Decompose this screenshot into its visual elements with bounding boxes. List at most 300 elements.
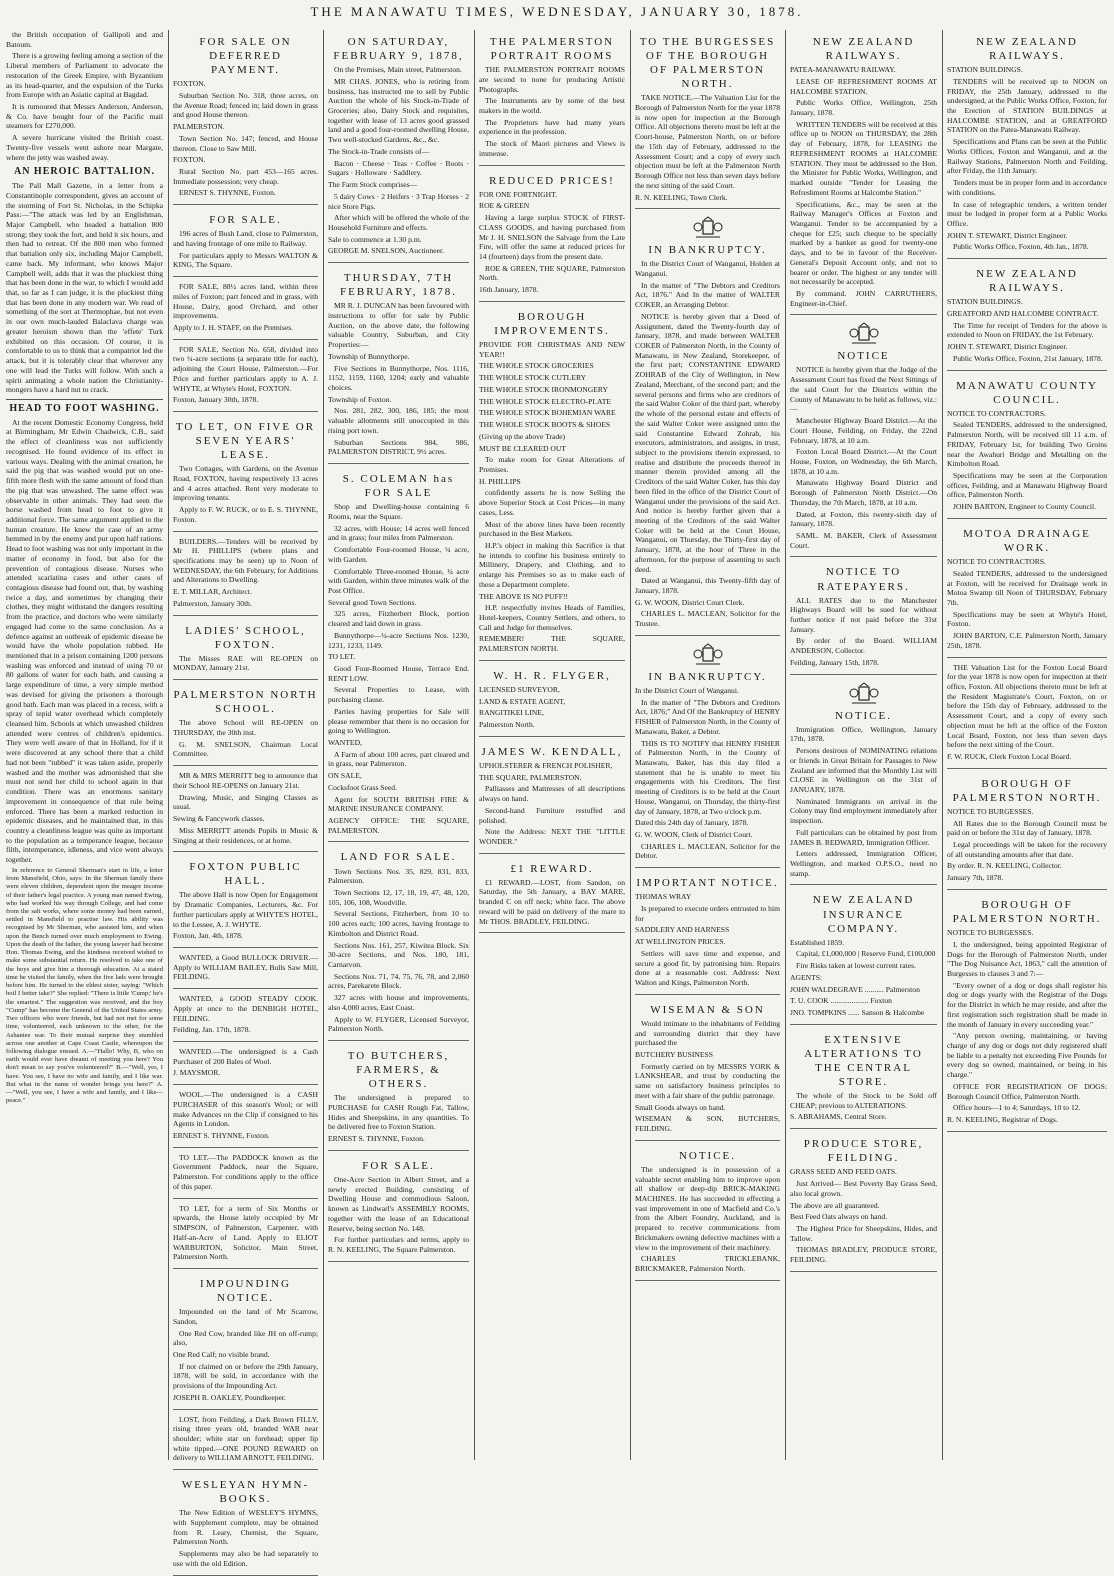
advertisement	[173, 951, 318, 989]
ad-line: GREATFORD AND HALCOMBE CONTRACT.	[947, 308, 1099, 318]
advertisement	[173, 1413, 318, 1471]
ad-line: Letters addressed, Immigration Officer, Wellington, and marked O.P.S.O., need no stamp.	[790, 849, 937, 878]
ad-line: G. W. WOON, District Court Clerk.	[635, 597, 745, 607]
advertisement	[328, 266, 469, 464]
ad-line: BUILDERS.—Tenders will be received by Mr H. PHILLIPS (where plans and specifications may be seen) up to Noon of WEDNESDAY, the 6th February, for Additions and Alterations to Dwelling.	[173, 536, 318, 585]
ad-line: Township of Foxton.	[328, 394, 392, 404]
ad-title: TO LET, ON FIVE OR SEVEN YEARS' LEASE.	[175, 421, 316, 462]
ad-line: The Stock-in-Trade consists of—	[328, 146, 430, 156]
ad-line: NOTICE TO BURGESSES.	[947, 806, 1034, 816]
ad-line: The above Hall is now Open for Engagement by Dramatic Companies, Lecturers, &c. For further particulars apply at WHYTE'S HOTEL, to the Lessee, A. J. WHYTE.	[173, 890, 318, 929]
ad-line: THOMAS WRAY	[635, 892, 692, 902]
ad-line: Small Goods always on hand.	[635, 1102, 726, 1112]
ad-line: Suburban Sections 984, 986, PALMERSTON DISTRICT, 9½ acres.	[328, 437, 469, 457]
coat-of-arms-icon	[847, 682, 881, 706]
ad-line: J. MAYSMOR.	[173, 1068, 221, 1078]
ad-line: 32 acres, with House; 14 acres well fenced and in grass; four miles from Palmerston.	[328, 523, 469, 543]
advertisement	[173, 619, 318, 681]
ad-title: NOTICE.	[834, 709, 893, 722]
ad-title: BOROUGH OF PALMERSTON NORTH.	[952, 898, 1102, 925]
ad-title: FOR SALE ON DEFERRED PAYMENT.	[199, 36, 292, 77]
ad-line: 325 acres, Fitzherbert Block, portion cleared and laid down in grass.	[328, 609, 469, 629]
ad-line: LOST, from Feilding, a Dark Brown FILLY, rising three years old, branded WAR near shoulder; white star on forehead; upper lip white tipped.—ONE POUND REWARD on delivery to WILLIAM ARNOTT, FEILDING.	[173, 1414, 318, 1463]
ad-line: Established 1859.	[790, 937, 844, 947]
advertisement	[947, 262, 1107, 370]
ad-line: Most of the above lines have been recently purchased in the Best Markets.	[479, 519, 625, 539]
column-rule	[474, 30, 475, 1460]
ad-line: NOTICE TO CONTRACTORS.	[947, 557, 1046, 567]
ad-line: Parties having properties for Sale will please remember that there is no occasion for going to Wellington.	[328, 706, 469, 736]
column-rule	[942, 30, 943, 1460]
ad-line: ALL RATES due to the Manchester Highways Board will be sued for without further notice if not paid before the 31st January.	[790, 595, 937, 634]
ad-line: JOHN T. STEWART, District Engineer.	[947, 342, 1068, 352]
advertisement	[173, 415, 318, 532]
ad-title: FOR SALE.	[362, 1159, 435, 1172]
column-news	[6, 30, 163, 1460]
ad-line: Just Arrived— Best Poverty Bay Grass Seed, also local grown.	[790, 1179, 937, 1198]
ad-line: Sealed TENDERS, addressed to the undersigned at Foxton, will be received for Drainage work in Motoa Swamp till Noon of THURSDAY, February 7th.	[947, 568, 1107, 607]
ad-line: WOOL.—The undersigned is a CASH PURCHASER of this season's Wool; or will make Advances on the Clip if consigned to his Agents in London.	[173, 1090, 318, 1129]
ad-line: JOHN T. STEWART, District Engineer.	[947, 230, 1068, 240]
ad-signature: ERNEST S. THYNNE, Foxton.	[179, 188, 276, 198]
ad-line: Five Sections in Bunnythorpe, Nos. 1116, 1152, 1159, 1160, 1204; early and valuable choices.	[328, 363, 469, 392]
ad-line: To make room for Great Alterations of Premises.	[479, 455, 625, 474]
ad-line: Manawatu Highway Board District and Borough of Palmerston North District.—On Thursday, the 7th March, 1878, at 10 a.m.	[790, 478, 937, 507]
ad-title: PALMERSTON NORTH SCHOOL.	[173, 689, 318, 716]
ad-title: IN BANKRUPTCY.	[648, 670, 767, 683]
ad-line: F. W. RUCK, Clerk Foxton Local Board.	[947, 752, 1072, 761]
ad-title: LAND FOR SALE.	[340, 851, 457, 864]
ad-line: Having a large surplus STOCK of FIRST-CLASS GOODS, and having purchased from Mr J. H. SNELSON the Salvage from the Late Fire, will offer the same at reduced prices for 14 (fourteen) days from the present date.	[479, 213, 625, 262]
ad-title: NEW ZEALAND INSURANCE COMPANY.	[812, 894, 915, 935]
advertisement	[947, 30, 1107, 259]
ad-line: Palmerston, January 30th.	[173, 598, 252, 608]
ad-line: E. T. MILLAR, Architect.	[173, 587, 252, 597]
advertisement	[173, 683, 318, 766]
ad-line: Persons desirous of NOMINATING relations or friends in Great Britain for Passages to New Zealand are informed that the Monthly List will CLOSE in Wellington on the 31st of JANUARY, 1878.	[790, 746, 937, 794]
ad-line: Full particulars can be obtained by post from JAMES B. REDWARD, Immigration Officer.	[790, 827, 937, 847]
ad-line: Tenders must be in proper form and in accordance with conditions.	[947, 178, 1107, 197]
ad-line: Several Properties to Lease, with purchasing clause.	[328, 685, 469, 705]
ad-title: TO BUTCHERS, FARMERS, & OTHERS.	[347, 1050, 450, 1091]
advertisement	[173, 30, 318, 205]
ad-line: Shop and Dwelling-house containing 6 Rooms, near the Square.	[328, 502, 469, 521]
ad-line: One-Acre Section in Albert Street, and a newly erected Building, consisting of Dwelling House and commodious Saloon, known as Lindwarl's ASSEMBLY ROOMS, together with the lease of an Educational Reserve, being section No. 148.	[328, 1174, 469, 1233]
ad-line: CHARLES L. MACLEAN, Solicitor for the Trustee.	[635, 609, 780, 629]
ad-line: Dated, at Foxton, this twenty-sixth day of January, 1878.	[790, 509, 937, 529]
advertisement	[479, 740, 625, 854]
ad-line: Office hours—1 to 4; Saturdays, 10 to 12.	[953, 1103, 1081, 1113]
ad-line: Town Sections Nos. 35, 829, 831, 833, Palmerston.	[328, 866, 469, 886]
ad-title: W. H. R. FLYGER,	[493, 669, 611, 682]
column-ads-3	[328, 30, 469, 1460]
ad-line: LICENSED SURVEYOR,	[479, 684, 560, 694]
ad-line: The undersigned is prepared to PURCHASE for CASH Rough Fat, Tallow, Hides and Sheepskins, in any quantities. To be delivered free to Foxton Station.	[328, 1093, 469, 1132]
ad-line: The whole of the Stock to be Sold off CHEAP; previous to ALTERATIONS.	[790, 1091, 937, 1110]
news-paragraph: A severe hurricane visited the British coast. Twenty-five vessels went ashore near Margate, where the jetty was washed away.	[6, 133, 163, 162]
advertisement	[328, 467, 469, 842]
advertisement	[328, 1154, 469, 1262]
ad-line: THE SQUARE, PALMERSTON.	[479, 772, 582, 782]
ad-line: The stock of Maori pictures and Views is immense.	[479, 139, 625, 158]
ad-line: Sections Nos. 161, 257, Kiwitea Block. Six 30-acre Sections, and Nos. 180, 181, Carnarvon.	[328, 940, 469, 970]
ad-line: Cocksfoot Grass Seed.	[328, 782, 397, 792]
ad-line: Specifications may be seen at Whyte's Hotel, Foxton.	[947, 609, 1107, 629]
ad-title: S. COLEMAN has FOR SALE	[342, 473, 455, 500]
ad-line: 327 acres with house and improvements, also 4,000 acres, East Coast.	[328, 993, 469, 1012]
advertisement	[790, 1028, 937, 1129]
ad-line: UPHOLSTERER & FRENCH POLISHER,	[479, 760, 613, 770]
ad-line: Second-hand Furniture restuffed and polished.	[479, 805, 625, 825]
ad-title: FOR SALE.	[209, 214, 282, 227]
ad-title: WISEMAN & SON	[650, 1003, 765, 1016]
column-rule	[323, 30, 324, 1460]
column-rule	[785, 30, 786, 1460]
advertisement	[173, 1088, 318, 1148]
ad-line: MUST BE CLEARED OUT	[479, 443, 566, 453]
advertisement	[173, 855, 318, 948]
ad-line: T. U. COOK .................... Foxton	[790, 996, 892, 1006]
ad-line: R. N. KEELING, Registrar of Dogs.	[947, 1115, 1058, 1124]
ad-line: Public Works Office, Wellington, 25th January, 1878.	[790, 98, 937, 118]
ad-line: In the matter of "The Debtors and Creditors Act, 1876;" And Of the Bankruptcy of HENRY FISHER of Palmerston North, in the County of Manawatu, Baker, a Debtor.	[635, 697, 780, 736]
ad-title: TO THE BURGESSES OF THE BOROUGH OF PALMERSTON NORTH.	[639, 36, 776, 91]
ad-line: WANTED, a GOOD STEADY COOK. Apply at once to the DENBIGH HOTEL, FEILDING.	[173, 994, 318, 1023]
ad-line: Comfortable Three-roomed House, ¼ acre with Garden, within three minutes walk of the Post Office.	[328, 566, 469, 595]
ad-line: Agent for SOUTH BRITISH FIRE & MARINE INSURANCE COMPANY.	[328, 794, 469, 814]
ad-line: NOTICE is hereby given that the Judge of the Assessment Court has fixed the Next Sittings of the said Court for the Districts within the County of Manawatu to be held as follows, viz.:—	[790, 365, 937, 414]
ad-line: Suburban Section No. 318, three acres, on the Avenue Road; fenced in; laid down in grass and good House thereon.	[173, 90, 318, 120]
ad-line: The Instruments are by some of the best makers in the world.	[479, 96, 625, 116]
ad-line: Bunnythorpe—¼-acre Sections Nos. 1230, 1231, 1233, 1149.	[328, 630, 469, 650]
column-rule	[168, 30, 169, 1460]
ad-line: Feilding, Jan. 17th, 1878.	[173, 1025, 251, 1035]
advertisement	[173, 1473, 318, 1575]
ad-title: IN BANKRUPTCY.	[648, 244, 767, 257]
ad-line: 196 acres of Bush Land, close to Palmerston, and having frontage of one mile to Railway.	[173, 229, 318, 248]
ad-line: Formerly carried on by MESSRS YORK & LANKSHEAR, and trust by conducting the same on satisfactory business principles to meet with a fair share of the public patronage.	[635, 1061, 780, 1100]
ad-line: The above are all guaranteed.	[790, 1200, 880, 1210]
ad-line: On the Premises, Main street, Palmerston.	[334, 65, 462, 75]
ad-line: H.P.'s object in making this Sacrifice is that he intends to confine his business entirely to Millinery, Drapery, and Clothing, and to enlarge his Premises so as to make each of these a Department complete.	[479, 540, 625, 589]
ad-line: Apply to W. FLYGER, Licensed Surveyor, Palmerston North.	[328, 1014, 469, 1034]
ad-line: Apply to J. H. STAFF, on the Premises.	[173, 322, 294, 332]
ad-line: Sections Nos. 71, 74, 75, 76, 78, and 2,060 acres, Parekarete Block.	[328, 971, 469, 991]
ad-line: The Proprietors have had many years experience in the profession.	[479, 117, 625, 137]
ad-title: THE PALMERSTON PORTRAIT ROOMS	[489, 36, 615, 63]
ad-line: In the District Court of Wanganui.	[635, 685, 739, 695]
ad-line: ERNEST S. THYNNE, Foxton.	[173, 1131, 270, 1141]
ad-line: H. PHILLIPS	[479, 476, 521, 486]
ad-line: FOXTON.	[173, 79, 206, 89]
ad-line: Rural Section No. part 453—165 acres. Immediate possession; very cheap.	[173, 166, 318, 186]
ad-line: NOTICE TO BURGESSES.	[947, 928, 1034, 938]
advertisement	[790, 318, 937, 557]
ad-line: WANTED.—The undersigned is a Cash Purchaser of 200 Bales of Wool.	[173, 1047, 318, 1066]
ad-line: Two Cottages, with Gardens, on the Avenue Road, FOXTON, having respectively 13 acres and 4 acres attached. Rent very moderate to improving tenants.	[173, 464, 318, 503]
ad-line: FOXTON.	[173, 155, 206, 165]
ad-line: For further particulars and terms, apply to R. N. KEELING, The Square Palmerston.	[328, 1235, 469, 1254]
ad-line: Note the Address: NEXT THE "LITTLE WONDER."	[479, 827, 625, 846]
ad-title: PRODUCE STORE, FEILDING.	[803, 1138, 924, 1165]
coat-of-arms-icon	[691, 216, 725, 240]
column-rule	[630, 30, 631, 1460]
ad-line: The Misses RAE will RE-OPEN on MONDAY, January 21st.	[173, 653, 318, 673]
ad-line: FOR SALE, 88½ acres land, within three miles of Foxton; part fenced and in grass, with House, Dairy, good Orchard, and other improvements.	[173, 282, 318, 321]
ad-title: BOROUGH OF PALMERSTON NORTH.	[952, 777, 1102, 804]
ad-line: In the District Court of Wanganui, Holden at Wanganui.	[635, 259, 780, 279]
ad-line: Township of Bunnythorpe.	[328, 351, 410, 361]
ad-line: NOTICE is hereby given that a Deed of Assignment, dated the Twenty-fourth day of January, 1878, and made between WALTER COKER of Palmerston North, in the County of Manawatu, in New Zealand, Storekeeper, of the first part; CONSTANTINE EDWARD ZOHRAB of the City of Wellington, in New Zealand, Merchant, of the second part; and the several persons and firms who are creditors of the said Walter Coker of the third part, whereby the whole of the personal estate and effects of the said Walter Coker were assigned unto the said Constantine Edward Zohrab, his executors, administrators, and assigns, in trust, subject to the provisions therein expressed, to realise and distribute the proceeds thereof in manner therein provided among all the Creditors of the said Walter Coker, has this day been filed in the office of the District Court of Wanganui under the provisions of the said Act. And notice is hereby further given that a meeting of the Creditors of the said Walter Coker will be held at the Court House, Wanganui, on Thursday, the Thirty-first day of January, 1878, at the hour of Three in the afternoon, for the purpose of assenting to such deed.	[635, 311, 780, 574]
advertisement	[635, 871, 780, 995]
ad-line: Sewing & Fancywork classes.	[173, 814, 265, 824]
ad-line: Nominated Immigrants on arrival in the Colony may find employment immediately after inspection.	[790, 796, 937, 826]
ad-line: Is prepared to execute orders entrusted to him for	[635, 903, 780, 923]
ad-line: G. W. WOON, Clerk of District Court.	[635, 830, 753, 840]
ad-line: Legal proceedings will be taken for the recovery of all outstanding amounts after that date.	[947, 840, 1107, 859]
ad-line: Comfortable Four-roomed House, ¼ acre, with Garden.	[328, 545, 469, 564]
advertisement	[479, 305, 625, 661]
ad-line: THE WHOLE STOCK CUTLERY	[479, 373, 587, 383]
article-body: The Pall Mall Gazette, in a letter from a Constantinople correspondent, gives an account of the storming of Fort St. Nicholas, in the Schipka Pass:—"The attack was led by an Englishman, Major Campbell, who headed a battalion 800 strong; they took the fort, and held it six hours, and then had to retreat. Of the 800 men who formed that battalion only six, including Major Campbell, came back. My informant, who knows Major Campbell well, adds that it was the pluckiest thing that has been done in the war, to which I would add that, so far as I can judge, it is the pluckiest thing that has been done in any modern war. We read of something of the sort at Thermophae, but not even in our own much-lauded Balaclava charge was greater heroism shown than the 'effete' Turk exhibited on this occasion. Of course, it is comfortable to us to think that a compatriot led the attack, but it is tolerably clear that wherever any one will lead the Turks will follow. With such a spirit animating a whole nation the Christianity-mongers have a hard nut to crack.	[6, 181, 163, 395]
advertisement	[635, 212, 780, 636]
ad-line: OFFICE FOR REGISTRATION OF DOGS: Borough Council Office, Palmerston North.	[947, 1081, 1107, 1101]
ad-line: THE WHOLE STOCK ELECTRO-PLATE	[479, 396, 611, 406]
ad-line: WANTED, a Good BULLOCK DRIVER.—Apply to WILLIAM BAILEY, Bulls Saw Mill, FEILDING.	[173, 952, 318, 982]
ad-title: FOXTON PUBLIC HALL.	[189, 861, 302, 888]
coat-of-arms-icon	[847, 322, 881, 346]
ad-line: SADDLERY AND HARNESS	[635, 925, 730, 935]
ad-line: Best Feed Oats always on hand.	[790, 1212, 888, 1222]
ad-line: CHARLES TRICKLEBANK, BRICKMAKER, Palmerston North.	[635, 1254, 780, 1273]
ad-line: LAND & ESTATE AGENT,	[479, 696, 566, 706]
ad-line: One Red Calf; no visible brand.	[173, 1349, 270, 1359]
ad-line: AT WELLINGTON PRICES.	[635, 937, 726, 947]
advertisement	[479, 857, 625, 934]
advertisement	[328, 30, 469, 263]
ad-line: Specifications, &c., may be seen at the Railway Manager's Offices at Foxton and Wanganui. Tender to be accompanied by a cheque for £25; such cheque to be specially marked by a banker as good for twenty-one days, and to be in favour of the Receiver-General's Deposit Account only, and not to bearer or order. The highest or any tender will not necessarily be accepted.	[790, 199, 937, 287]
ad-line: MR & MRS MERRITT beg to announce that their School RE-OPENS on January 21st.	[173, 771, 318, 790]
ad-line: FOR SALE, Section No. 658, divided into two ¼-acre sections (a separate title for each), adjoining the Court House, Palmerston.—For Price and further particulars apply to A. J. WHYTE, at Whyte's Hotel, FOXTON.	[173, 344, 318, 393]
advertisement	[790, 888, 937, 1024]
ad-line: TENDERS will be received up to NOON on FRIDAY, the 25th January, addressed to the undersigned, at the Public Works Office, Foxton, for the Erection of STATION BUILDINGS at HALCOMBE STATION, and at GREATFORD STATION on the Patea-Manawatu Railway.	[947, 76, 1107, 135]
ad-line: confidently asserts he is now Selling the above Superior Stock at Cost Prices—in many cases, Less.	[479, 488, 625, 517]
advertisement	[328, 1044, 469, 1151]
ad-line: JOHN WALDEGRAVE .......... Palmerston	[790, 984, 920, 994]
advertisement	[173, 1151, 318, 1199]
advertisement	[790, 678, 937, 886]
ad-line: WANTED,	[328, 738, 362, 747]
ad-line: All Rates due to the Borough Council must be paid on or before the 31st day of January, 1878.	[947, 818, 1107, 838]
ad-line: 5 dairy Cows · 2 Heifers · 3 Trap Horses · 2 nice Store Pigs.	[328, 191, 469, 211]
ad-line: Drawing, Music, and Singing Classes as usual.	[173, 792, 318, 812]
ad-line: The undersigned is in possession of a valuable secret enabling him to improve upon all shallow or deep-dip BRICK-MAKING MACHINES. He has succeeded in effecting a vast improvement in one of Macfield and Co.'s from the Albert Foundry, Auckland, and is prepared to receive communications from Brickmakers owning defective machines with a view to the improvement of their machinery.	[635, 1164, 780, 1252]
ad-line: THE WHOLE STOCK IRONMONGERY	[479, 384, 609, 394]
ad-line: Specifications and Plans can be seen at the Public Works Offices, Foxton and Wanganui, and at the Railway Stations, Palmerston North and Feilding, after Friday, the 11th January.	[947, 137, 1107, 176]
ad-line: £1 REWARD.—LOST, from Sandon, on Saturday, the 5th January, a BAY MARE, branded C on off neck; white face. The above reward will be paid on delivery of the mare to Mr THOS. BRADLEY, FEILDING.	[479, 877, 625, 926]
ad-line: Apply to F. W. RUCK, or to E. S. THYNNE, Foxton.	[173, 505, 318, 524]
ad-line: Several good Town Sections.	[328, 597, 417, 607]
ad-line: The Time for receipt of Tenders for the above is extended to Noon on FRIDAY, the 1st February.	[947, 320, 1107, 340]
ad-line: Bacon · Cheese · Teas · Coffee · Boots · Sugars · Holloware · Saddlery.	[328, 158, 469, 178]
ad-line: Sealed TENDERS, addressed to the undersigned, Palmerston North, will be received till 11 a.m. of FRIDAY, February 1st, for building Two Groins near the Awahuri Bridge and Metalling on the Kimbolton Road.	[947, 420, 1107, 469]
ad-line: GRASS SEED AND FEED OATS.	[790, 1167, 897, 1177]
masthead: THE MANAWATU TIMES, WEDNESDAY, JANUARY 30, 1878.	[310, 4, 804, 19]
ad-line: JOHN BARTON, Engineer to County Council.	[953, 502, 1097, 512]
ad-line: Miss MERRITT attends Pupils in Music & Singing at their residences, or at home.	[173, 825, 318, 845]
advertisement	[173, 280, 318, 340]
ad-line: 16th January, 1878.	[479, 285, 539, 295]
article-heading: HEAD TO FOOT WASHING.	[6, 399, 163, 416]
ad-line: The Farm Stock comprises—	[328, 180, 418, 190]
ad-title: MOTOA DRAINAGE WORK.	[963, 527, 1091, 554]
ad-line: S. ABRAHAMS, Central Store.	[790, 1112, 887, 1122]
ad-line: MR R. J. DUNCAN has been favoured with instructions to offer for sale by Public Auction, on the above date, the following valuable Country, Suburban, and City Properties:—	[328, 301, 469, 350]
ad-line: REMEMBER! THE SQUARE, PALMERSTON NORTH.	[479, 634, 625, 654]
ad-line: "Any person owning, maintaining, or having charge of any dog or dogs not duly registered shall be liable to a penalty not exceeding Five Pounds for every dog so owned, maintained, or being in his charge."	[947, 1031, 1107, 1080]
ad-line: STATION BUILDINGS.	[947, 297, 1023, 307]
ad-title: NOTICE TO RATEPAYERS.	[817, 566, 910, 593]
news-paragraph: It is rumoured that Messrs Anderson, Anderson, & Co. have bought four of the Pacific mail steamers for £270,000.	[6, 102, 163, 131]
advertisement	[947, 661, 1107, 769]
ad-line: I, the undersigned, being appointed Registrar of Dogs for the Borough of Palmerston North, under "The Dog Nuisance Act, 1863," call the attention of Burgesses to clauses 3 and 7:—	[947, 939, 1107, 978]
ad-title: JAMES W. KENDALL,	[481, 745, 623, 758]
ad-line: In case of telegraphic tenders, a written tender must be lodged in proper form at a Public Works Office.	[947, 199, 1107, 228]
ad-line: The New Edition of WESLEY'S HYMNS, with Supplement complete, may be obtained from R. Leary, Chemist, the Square, Palmerston North.	[173, 1508, 318, 1547]
ad-line: ROE & GREEN, THE SQUARE, Palmerston North.	[479, 263, 625, 283]
ad-line: Immigration Office, Wellington, January 17th, 1878.	[790, 724, 937, 744]
ad-title: BOROUGH IMPROVEMENTS.	[494, 310, 610, 337]
news-paragraph: the British occupation of Gallipoli and and Batoum.	[6, 30, 163, 49]
ad-line: Manchester Highway Board District.—At the Court House, Feilding, on Friday, the 22nd February, 1878, at 10 a.m.	[790, 416, 937, 445]
ad-line: AGENTS:	[790, 972, 823, 982]
ad-title: £1 REWARD.	[510, 862, 594, 875]
ad-line: ERNEST S. THYNNE, Foxton.	[328, 1134, 425, 1144]
ad-line: THE WHOLE STOCK BOOTS & SHOES	[479, 420, 611, 430]
ad-title: EXTENSIVE ALTERATIONS TO THE CENTRAL STORE.	[804, 1033, 923, 1088]
advertisement	[173, 1045, 318, 1085]
ad-line: H.P. respectfully invites Heads of Families, Hotel-keepers, Country Settlers, and others, to Call and Judge for themselves.	[479, 603, 625, 632]
ad-line: TO LET.	[328, 652, 356, 662]
ad-line: Good Four-Roomed House, Terrace End. RENT LOW.	[328, 663, 469, 683]
column-ads-7	[947, 30, 1107, 1460]
ad-line: WRITTEN TENDERS will be received at this office up to NOON on THURSDAY, the 28th day of February, 1878, for LEASING the REFRESHMENT ROOMS at HALCOMBE STATION. They must be addressed to the Hon. the Minister for Public Works, Wellington, and marked outside "Tender for Leasing the Refreshment Rooms at Halcombe Station."	[790, 119, 937, 197]
ad-line: AGENCY OFFICE: THE SQUARE, PALMERSTON.	[328, 816, 469, 835]
advertisement	[479, 30, 625, 166]
ad-line: "Every owner of a dog or dogs shall register his dog or dogs yearly with the Registrar of the Dogs for the District in which he may reside, and after the first registration such registration shall be made in the month of January in every succeeding year."	[947, 980, 1107, 1029]
article-body: At the recent Domestic Economy Congress, held at Birmingham, Mr Edwin Chadwick, C.B., said the effect of cleanliness was not sufficiently recognised. He found evidence of its effect in various ways. Dealing with the animal creation, he said the pig that was washed would put on one-fifth more flesh with the same amount of food than the pig that was unwashed. The same effect was observable in other animals. They had seen the horse washed from head to foot to give it additional force. The same argument applied to the human creature. He knew the case of an army hemmed in by the enemy and put upon half rations. Head to foot washing was not only important in the matter of economy in food, but also for the prevention of contagious disease. Nurses who attended scarlatina cases and other cases of contagious disease had found out, that, by washing twice a day, and sometimes by changing their clothes, they might withstand the dangers resulting from the practice, and doctors who were similarly engaged had come to the same conclusion. As a defence against an outbreak of epidemic disease he would have the whole population tubbed. He mentioned that in a prison containing 1200 persons washing was enforced and instead of using 70 or 80 gallons of water for each bath, and causing a large expenditure of time, a very simple method was devised for giving the prisoners a thorough good bath. Each man was placed in a recess, with a spray of tepid water overhead which completely cleansed him. Schools at which unwashed children attended were centres of children's epidemics. They were well aware of that in Holland, for if it were discovered at any school there that a child had not been "tubbed" it was taken aside, properly washed and the mother was admonished that she must not send her child to school again in that condition. There was an enormous sanitary improvement in consequence of that rule being enforced. There has been a marked reduction in epidemic diseases, and he maintained that, in this country a cleanliness league was quite as important to the population as a temperance league, because filth, intemperance, idleness, and vice went always together.	[6, 417, 163, 865]
ad-line: In the matter of "The Debtors and Creditors Act, 1876." And In the matter of WALTER COKER, an Arranging Debtor.	[635, 280, 780, 310]
ad-line: THOMAS BRADLEY, PRODUCE STORE, FEILDING.	[790, 1245, 937, 1265]
advertisement	[479, 664, 625, 737]
ad-line: R. N. KEELING, Town Clerk.	[635, 192, 728, 202]
ad-line: Town Sections 12, 17, 18, 19, 47, 48, 120, 105, 106, 108, Woodville.	[328, 887, 469, 907]
ad-line: Settlers will save time and expense, and secure a good fit, by patronising him. Repairs done at a reasonable cost. Address: Next Walton and Kings, Palmerston North.	[635, 948, 780, 988]
ad-line: A Farm of about 100 acres, part cleared and in grass, near Palmerston.	[328, 749, 469, 769]
ad-line: Public Works Office, Foxton, 4th Jan., 1878.	[953, 242, 1089, 252]
ad-line: JNO. TOMPKINS ...... Sanson & Halcombe	[790, 1008, 925, 1018]
advertisement	[635, 998, 780, 1141]
ad-line: JOHN BARTON, C.E. Palmerston North, January 25th, 1878.	[947, 631, 1107, 650]
ad-line: G. M. SNELSON, Chairman Local Committee.	[173, 739, 318, 759]
advertisement	[790, 30, 937, 315]
article-heading: AN HEROIC BATTALION.	[13, 166, 156, 178]
ad-line: Several Sections, Fitzherbert, from 10 to 100 acres each; 100 acres, having frontage to Kimbolton and District Road.	[328, 909, 469, 938]
ad-line: JOSEPH R. OAKLEY, Poundkeeper.	[173, 1392, 286, 1402]
ad-line: One Red Cow, branded like JH on off-rump; also,	[173, 1328, 318, 1348]
ad-title: WESLEYAN HYMN-BOOKS.	[181, 1479, 310, 1506]
ad-line: ON SALE,	[328, 771, 362, 781]
ad-line: PATEA-MANAWATU RAILWAY.	[790, 65, 896, 75]
advertisement	[947, 522, 1107, 658]
ad-title: THURSDAY, 7TH FEBRUARY, 1878.	[340, 272, 457, 299]
ad-line: Foxton Local Board District.—At the Court House, Foxton, on Wednesday, the 6th March, 1878, at 10 a.m.	[790, 447, 937, 476]
advertisement	[173, 1202, 318, 1269]
coat-of-arms-icon	[691, 643, 725, 667]
ad-line: PALMERSTON.	[173, 122, 225, 132]
ad-line: Foxton, Jan. 4th, 1878.	[173, 931, 243, 941]
ad-title: REDUCED PRICES!	[489, 174, 615, 187]
ad-line: CHARLES L. MACLEAN, Solicitor for the Debtor.	[635, 841, 780, 861]
advertisement	[635, 30, 780, 209]
ad-title: ON SATURDAY, FEBRUARY 9, 1878,	[333, 36, 464, 63]
advertisement	[173, 535, 318, 616]
ad-line: GEORGE M. SNELSON, Auctioneer.	[328, 246, 445, 256]
advertisement	[173, 208, 318, 277]
ad-line: Dated this 24th day of January, 1878.	[635, 818, 749, 828]
advertisement	[947, 374, 1107, 519]
ad-line: Town Section No. 147; fenced, and House thereon. Close to Saw Mill.	[173, 133, 318, 153]
ad-line: LEASE OF REFRESHMENT ROOMS AT HALCOMBE STATION.	[790, 76, 937, 96]
ad-line: Impounded on the land of Mr Scarrow, Sandon,	[173, 1307, 318, 1326]
ad-line: THIS IS TO NOTIFY that HENRY FISHER of Palmerston North, in the County of Manawatu, Baker, has this day filed a statement that he is unable to meet his engagements with his Creditors. The first meeting of Creditors is to be held at the Court House, Wanganui, on Thursday, the thirty-first day of January, 1878, at Two o'clock p.m.	[635, 738, 780, 816]
ad-line: Palmerston North.	[479, 720, 535, 730]
advertisement	[790, 560, 937, 674]
ad-line: PROVIDE FOR CHRISTMAS AND NEW YEAR!!	[479, 340, 625, 359]
ad-line: January 7th, 1878.	[947, 873, 1004, 883]
ad-line: Sale to commence at 1.30 p.m.	[328, 234, 422, 244]
ad-line: TO LET, for a term of Six Months or upwards, the House lately occupied by Mr SIMPSON, of Palmerston, Carpenter, with Half-an-Acre of Land. Apply to ELIOT WARBURTON, Solicitor, Main Street, Palmerston North.	[173, 1203, 318, 1262]
ad-title: IMPOUNDING NOTICE.	[200, 1277, 291, 1305]
ad-line: Capital, £1,000,000 | Reserve Fund, £100,000	[796, 949, 936, 959]
ad-line: THE WHOLE STOCK BOHEMIAN WARE	[479, 408, 616, 418]
ad-title: NEW ZEALAND RAILWAYS.	[976, 268, 1078, 295]
advertisement	[947, 893, 1107, 1132]
ad-line: Fire Risks taken at lowest current rates.	[796, 961, 916, 971]
ad-line: STATION BUILDINGS.	[947, 65, 1023, 75]
ad-line: (Giving up the above Trade)	[479, 431, 566, 441]
ad-line: BUTCHERY BUSINESS	[635, 1049, 713, 1059]
ad-line: Feilding, January 15th, 1878.	[790, 657, 880, 667]
advertisement	[173, 1272, 318, 1410]
ad-title: NEW ZEALAND RAILWAYS.	[976, 36, 1078, 63]
ad-line: WISEMAN & SON, BUTCHERS, FEILDING.	[635, 1114, 780, 1133]
ad-line: Specifications may be seen at the Corporation offices, Feilding, and at Manawatu Highway Board office, Palmerston North.	[947, 471, 1107, 500]
ad-line: After which will be offered the whole of the Household Furniture and effects.	[328, 213, 469, 232]
advertisement	[635, 639, 780, 868]
ad-line: FOR ONE FORTNIGHT.	[479, 189, 558, 199]
advertisement	[947, 772, 1107, 890]
column-ads-4	[479, 30, 625, 1460]
ad-line: THE ABOVE IS NO PUFF!!	[479, 591, 569, 601]
advertisement	[173, 992, 318, 1042]
column-ads-2	[173, 30, 318, 1568]
ad-line: The Highest Price for Sheepskins, Hides, and Tallow.	[790, 1223, 937, 1243]
ad-title: NOTICE.	[678, 1149, 737, 1162]
advertisement	[790, 1132, 937, 1272]
ad-line: For particulars apply to Messrs WALTON & KING, The Square.	[173, 250, 318, 270]
ad-line: If not claimed on or before the 29th January, 1878, will be sold, in accordance with the provisions of the Impounding Act.	[173, 1361, 318, 1391]
